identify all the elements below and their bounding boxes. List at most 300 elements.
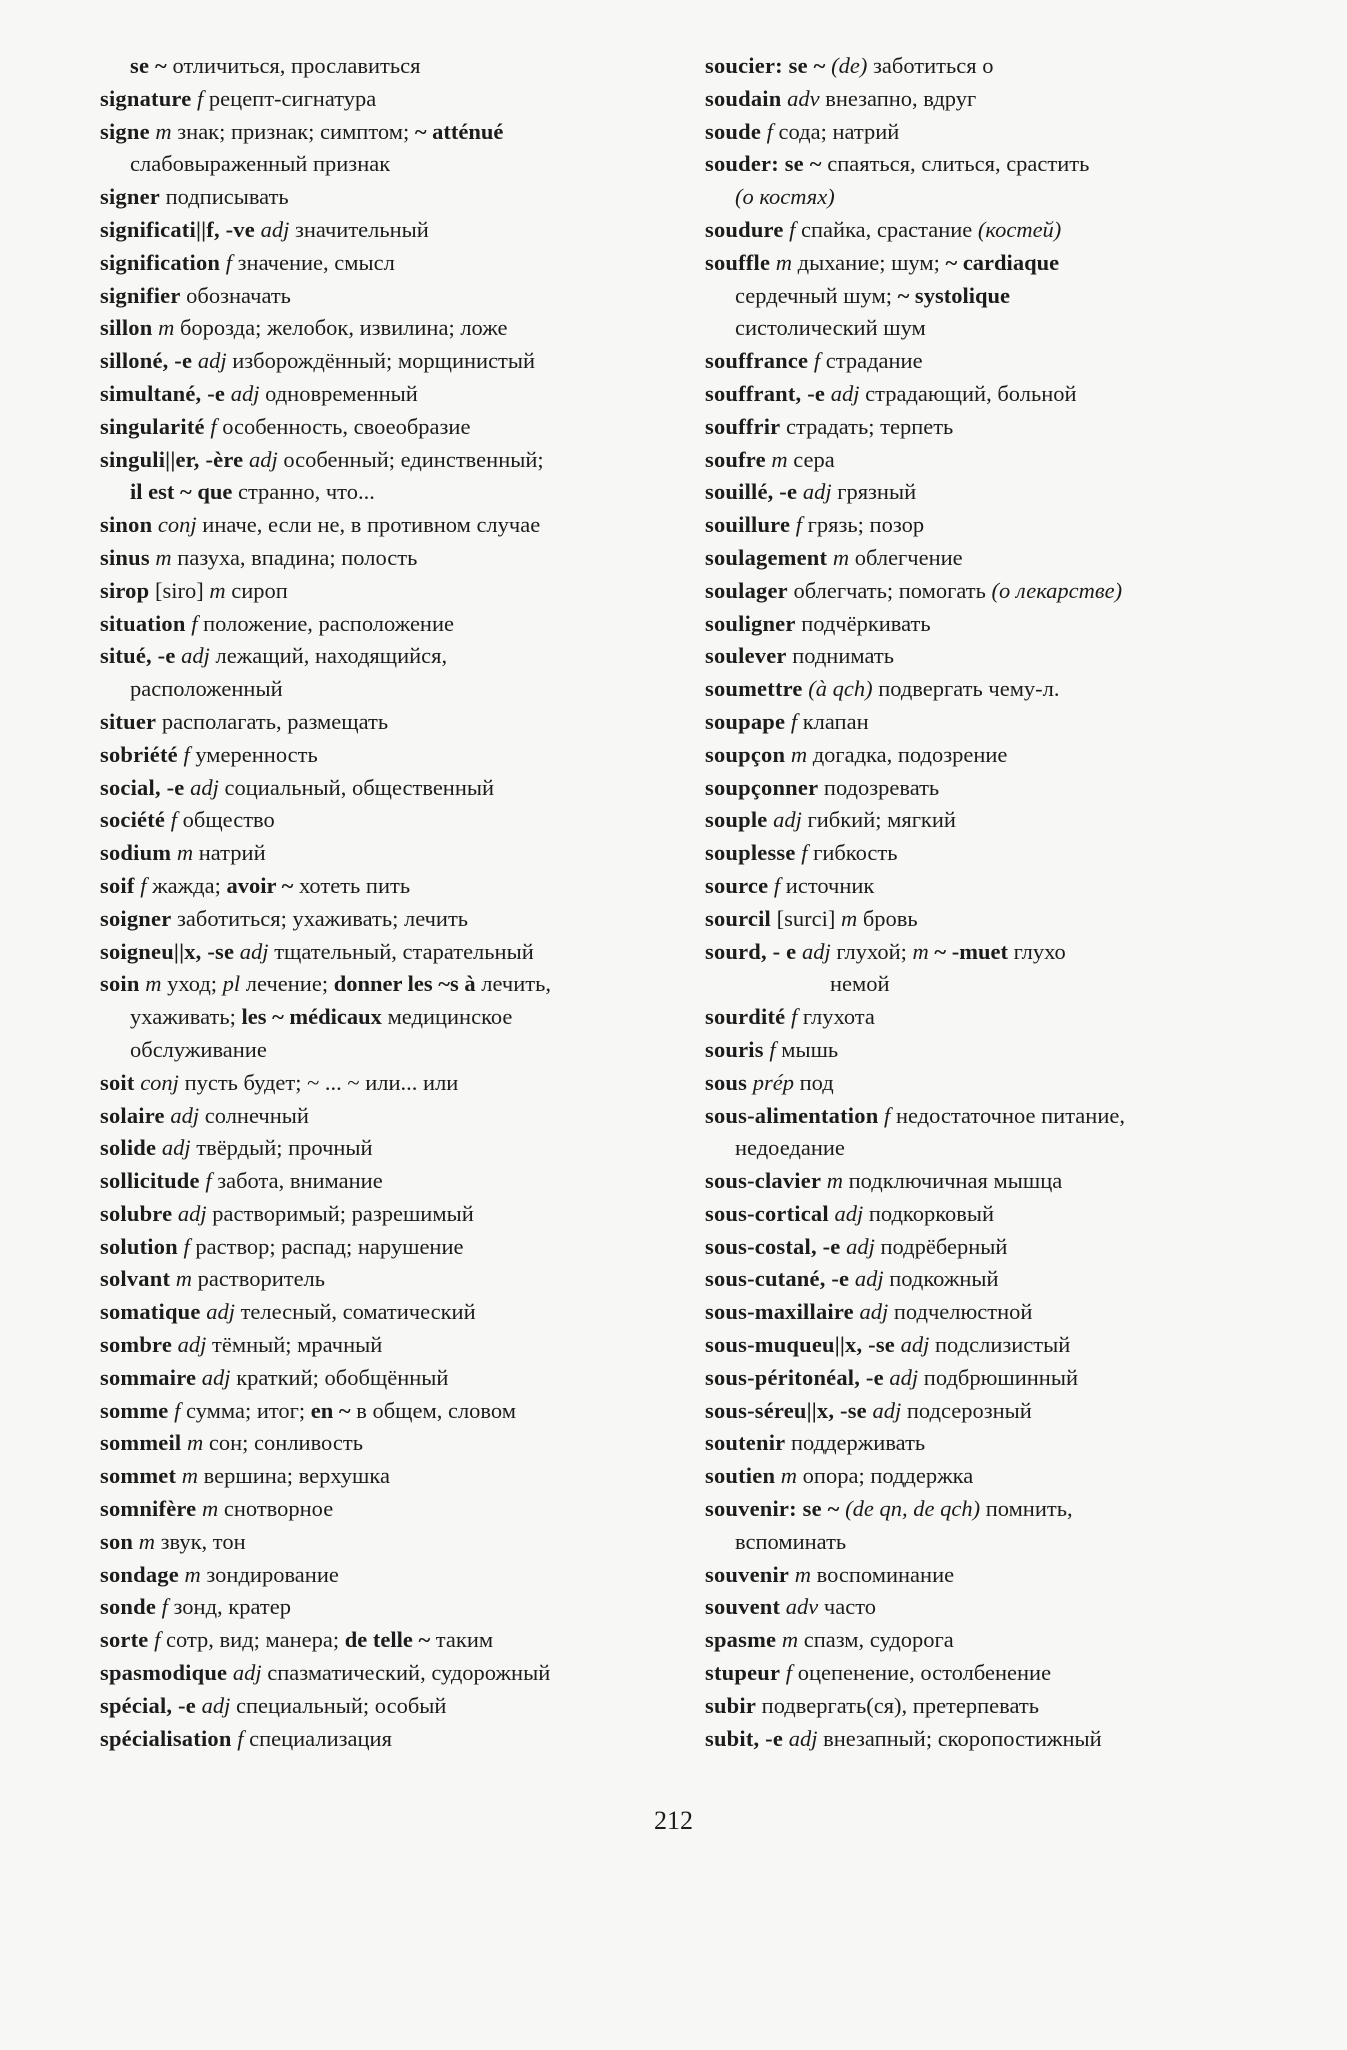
dictionary-entry (100, 1296, 700, 1329)
dictionary-entry (705, 345, 1315, 378)
definition: подрёберный (874, 1233, 1008, 1259)
dictionary-entry (705, 1591, 1315, 1624)
dictionary-entry (705, 1067, 1315, 1100)
grammar-label: adj (184, 774, 219, 800)
grammar-label: f (808, 348, 821, 374)
definition: [siro] (149, 577, 210, 603)
headword: société (100, 807, 166, 833)
headword: soufre (705, 446, 766, 472)
dictionary-entry (100, 247, 700, 280)
definition: лечение; (240, 971, 334, 997)
dictionary-entry (705, 247, 1315, 345)
dictionary-entry (705, 1296, 1315, 1329)
grammar-label: m (176, 1463, 199, 1489)
headword: sinon (100, 512, 153, 538)
definition: краткий; обобщённый (230, 1364, 449, 1390)
dictionary-entry (100, 411, 700, 444)
grammar-label: f (785, 708, 798, 734)
definition: знак; признак; симптом; (171, 118, 415, 144)
grammar-label: f (763, 1036, 776, 1062)
headword: sondage (100, 1561, 179, 1587)
definition: обозначать (180, 282, 291, 308)
headword: sommeil (100, 1430, 182, 1456)
headword: situer (100, 708, 157, 734)
grammar-label: prép (747, 1069, 794, 1095)
definition: значение, смысл (232, 249, 395, 275)
headword: sourdité (705, 1004, 786, 1030)
phrase: ~ -muet (934, 938, 1008, 964)
definition: специальный; особый (230, 1692, 447, 1718)
dictionary-entry (705, 1493, 1315, 1559)
definition: хотеть пить (293, 872, 411, 898)
grammar-label: (à qch) (802, 676, 873, 702)
grammar-label: f (165, 807, 178, 833)
headword: subir (705, 1692, 757, 1718)
definition: облегчать; помогать (787, 577, 992, 603)
definition: изборождённый; морщинистый (226, 348, 536, 374)
definition: [surci] (771, 905, 841, 931)
entry-continuation (100, 148, 700, 181)
dictionary-entry (705, 1329, 1315, 1362)
grammar-label: (de) (825, 53, 868, 78)
definition: пусть будет; ~ ... ~ или... или (178, 1069, 459, 1095)
grammar-label: m (170, 1266, 193, 1292)
definition: специализация (243, 1725, 392, 1751)
dictionary-entry (100, 1198, 700, 1231)
definition: сера (787, 446, 835, 472)
gloss-note: (о лекарстве) (991, 577, 1123, 603)
definition: рецепт-сигнатура (203, 85, 377, 111)
grammar-label: m (139, 971, 162, 997)
dictionary-entry (100, 214, 700, 247)
phrase: donner les ~s à (333, 971, 476, 997)
definition: звук, тон (155, 1528, 246, 1554)
headword: signer (100, 184, 160, 210)
definition: натрий (193, 840, 266, 866)
grammar-label: adj (840, 1233, 875, 1259)
grammar-label: adj (200, 1299, 235, 1325)
grammar-label: m (770, 249, 793, 275)
dictionary-entry (100, 936, 700, 969)
grammar-label: adj (825, 380, 860, 406)
headword: solution (100, 1233, 178, 1259)
dictionary-entry (100, 968, 700, 1066)
dictionary-entry (705, 1657, 1315, 1690)
headword: situé, -e (100, 643, 176, 669)
definition: отличиться, прославиться (166, 53, 421, 78)
definition: опора; поддержка (797, 1463, 974, 1489)
dictionary-entry (100, 1723, 700, 1756)
grammar-label: m (178, 1561, 201, 1587)
headword: soupape (705, 708, 786, 734)
phrase: ~ systolique (897, 282, 1010, 308)
dictionary-entry (705, 1690, 1315, 1723)
definition: зонд, кратер (167, 1594, 291, 1620)
dictionary-entry (100, 83, 700, 116)
dictionary-entry (100, 116, 700, 182)
definition: подчёркивать (795, 610, 931, 636)
definition: гибкий; мягкий (801, 807, 956, 833)
dictionary-entry (705, 640, 1315, 673)
grammar-label: adj (227, 1660, 262, 1686)
definition: немой (830, 971, 890, 997)
definition: раствор; распад; нарушение (189, 1233, 464, 1259)
definition: подбрюшинный (918, 1364, 1079, 1390)
headword: soulager (705, 577, 788, 603)
right-column (705, 50, 1315, 1755)
headword: soupçon (705, 741, 786, 767)
dictionary-entry (705, 804, 1315, 837)
grammar-label: f (204, 413, 217, 439)
headword: soudain (705, 85, 782, 111)
headword: situation (100, 610, 186, 636)
grammar-label: adj (828, 1200, 864, 1226)
grammar-label: adj (195, 1692, 231, 1718)
headword: sous-costal, -e (705, 1233, 841, 1259)
definition: спайка, срастание (795, 216, 978, 242)
grammar-label: adj (172, 1200, 207, 1226)
entry-continuation (100, 1001, 700, 1034)
definition: спазматический, судорожный (261, 1660, 551, 1686)
grammar-label: m (765, 446, 788, 472)
grammar-label: m (789, 1561, 811, 1587)
grammar-label: f (768, 872, 781, 898)
definition: подвергать чему-л. (872, 676, 1060, 702)
headword: souvenir: se ~ (705, 1496, 840, 1522)
headword: souligner (705, 610, 796, 636)
definition: твёрдый; прочный (190, 1135, 373, 1161)
headword: soit (100, 1069, 135, 1095)
grammar-label: m (209, 577, 226, 603)
headword: sourd, - e (705, 938, 797, 964)
dictionary-entry (705, 608, 1315, 641)
dictionary-entry (705, 1263, 1315, 1296)
definition: лежащий, находящийся, (209, 643, 448, 669)
dictionary-entry (705, 870, 1315, 903)
grammar-label: f (795, 840, 808, 866)
grammar-label: m (775, 1463, 798, 1489)
headword: sodium (100, 840, 172, 866)
definition: страдающий, больной (859, 380, 1077, 406)
gloss-note: (костей) (977, 216, 1062, 242)
headword: sourcil (705, 905, 771, 931)
headword: silloné, -e (100, 348, 193, 374)
definition: вершина; верхушка (198, 1463, 390, 1489)
headword: son (100, 1528, 134, 1554)
grammar-label: adj (156, 1135, 191, 1161)
definition: бровь (857, 905, 918, 931)
headword: somatique (100, 1299, 201, 1325)
definition: воспоминание (810, 1561, 955, 1587)
headword: souillure (705, 512, 791, 538)
dictionary-entry (705, 1198, 1315, 1231)
definition: подключичная мышца (843, 1168, 1063, 1194)
grammar-label: f (191, 85, 204, 111)
dictionary-entry (100, 640, 700, 706)
dictionary-entry (100, 444, 700, 510)
headword: soupçonner (705, 774, 819, 800)
dictionary-entry (705, 148, 1315, 214)
dictionary-entry (100, 1526, 700, 1559)
phrase: en ~ (310, 1397, 351, 1423)
dictionary-entry (705, 1460, 1315, 1493)
dictionary-entry (705, 476, 1315, 509)
headword: signature (100, 85, 192, 111)
definition: жажда; (146, 872, 227, 898)
definition: слабовыраженный признак (130, 151, 391, 177)
dictionary-entry (705, 1362, 1315, 1395)
dictionary-entry (100, 1165, 700, 1198)
dictionary-entry (100, 1231, 700, 1264)
headword: sous (705, 1069, 748, 1095)
dictionary-entry (100, 1460, 700, 1493)
phrase: il est ~ que (130, 479, 233, 505)
definition: ухаживать; (130, 1004, 242, 1030)
phrase: avoir ~ (226, 872, 294, 898)
dictionary-entry (705, 1427, 1315, 1460)
dictionary-entry (100, 378, 700, 411)
headword: sous-clavier (705, 1168, 822, 1194)
definition: медицинское (381, 1004, 513, 1030)
dictionary-entry (100, 1132, 700, 1165)
grammar-label: f (780, 1660, 793, 1686)
headword: sollicitude (100, 1168, 200, 1194)
dictionary-entry (705, 542, 1315, 575)
headword: spasmodique (100, 1660, 228, 1686)
dictionary-entry (100, 870, 700, 903)
headword: souder: se ~ (705, 151, 822, 177)
definition: значительный (289, 216, 429, 242)
definition: внезапно, вдруг (819, 85, 977, 111)
grammar-label: adj (196, 1364, 231, 1390)
headword: souffrir (705, 413, 781, 439)
headword: sorte (100, 1627, 149, 1653)
grammar-label: f (783, 216, 796, 242)
phrase: de telle ~ (344, 1627, 431, 1653)
definition: в общем, словом (350, 1397, 516, 1423)
grammar-label: pl (222, 971, 241, 997)
grammar-label: adj (234, 938, 269, 964)
left-column (100, 50, 700, 1755)
definition: оцепенение, остолбенение (792, 1660, 1052, 1686)
headword: souvent (705, 1594, 781, 1620)
dictionary-entry (100, 1493, 700, 1526)
grammar-label: m (196, 1496, 219, 1522)
definition: лечить, (475, 971, 551, 997)
dictionary-entry (100, 739, 700, 772)
definition: мышь (775, 1036, 839, 1062)
dictionary-entry (100, 1100, 700, 1133)
definition: недоедание (735, 1135, 845, 1161)
definition: заботиться; ухаживать; лечить (171, 905, 469, 931)
dictionary-entry (705, 706, 1315, 739)
definition: подслизистый (929, 1332, 1071, 1358)
grammar-label: adv (780, 1594, 819, 1620)
definition: поддерживать (785, 1430, 926, 1456)
grammar-label: adj (883, 1364, 919, 1390)
definition: социальный, общественный (218, 774, 495, 800)
grammar-label: conj (134, 1069, 179, 1095)
entry-continuation (100, 673, 700, 706)
dictionary-entry (705, 903, 1315, 936)
phrase: ~ atténué (414, 118, 504, 144)
headword: soudure (705, 216, 784, 242)
dictionary-entry (705, 1001, 1315, 1034)
dictionary-entry (705, 575, 1315, 608)
dictionary-entry (705, 83, 1315, 116)
headword: singuli||er, -ère (100, 446, 244, 472)
headword: souplesse (705, 840, 796, 866)
grammar-label: m (149, 118, 172, 144)
page-number: 212 (654, 1806, 693, 1835)
dictionary-entry (100, 1329, 700, 1362)
dictionary-entry (100, 542, 700, 575)
entry-continuation (705, 312, 1315, 345)
headword: sous-péritonéal, -e (705, 1364, 884, 1390)
entry-continuation (705, 181, 1315, 214)
headword: social, -e (100, 774, 185, 800)
grammar-label: adj (175, 643, 210, 669)
definition: одновременный (259, 380, 418, 406)
headword: soumettre (705, 676, 803, 702)
grammar-label: m (776, 1627, 799, 1653)
definition: страдание (820, 348, 923, 374)
headword: sous-cortical (705, 1200, 829, 1226)
dictionary-entry (705, 116, 1315, 149)
definition: телесный, соматический (234, 1299, 476, 1325)
headword: sombre (100, 1332, 173, 1358)
definition: глухо (1007, 938, 1066, 964)
headword: signe (100, 118, 150, 144)
grammar-label: m (171, 840, 194, 866)
headword: stupeur (705, 1660, 781, 1686)
definition: сода; натрий (772, 118, 900, 144)
grammar-label: f (790, 512, 803, 538)
headword: sommet (100, 1463, 177, 1489)
definition: общество (177, 807, 275, 833)
dictionary-entry (100, 1362, 700, 1395)
definition: подписывать (159, 184, 289, 210)
definition: клапан (797, 708, 869, 734)
grammar-label: m (912, 938, 929, 964)
definition: часто (818, 1594, 876, 1620)
definition: умеренность (189, 741, 318, 767)
dictionary-entry (100, 1657, 700, 1690)
headword: sobriété (100, 741, 178, 767)
dictionary-entry (705, 50, 1315, 83)
grammar-label: adj (866, 1397, 902, 1423)
grammar-label: m (827, 544, 850, 570)
definition: подвергать(ся), претерпевать (756, 1692, 1039, 1718)
dictionary-entry (100, 772, 700, 805)
definition: расположенный (130, 676, 283, 702)
dictionary-entry (100, 181, 700, 214)
definition: сотр, вид; манера; (160, 1627, 345, 1653)
definition: особенность, своеобразие (216, 413, 471, 439)
headword: significati||f, -ve (100, 216, 255, 242)
definition: тщательный, старательный (268, 938, 534, 964)
headword: sommaire (100, 1364, 197, 1390)
headword: solide (100, 1135, 157, 1161)
grammar-label: (de qn, de qch) (839, 1496, 981, 1522)
definition: вспоминать (735, 1528, 847, 1554)
headword: solvant (100, 1266, 171, 1292)
definition: помнить, (980, 1496, 1073, 1522)
headword: sinus (100, 544, 150, 570)
headword: sillon (100, 315, 153, 341)
dictionary-entry (100, 345, 700, 378)
grammar-label: f (148, 1627, 161, 1653)
definition: глухота (797, 1004, 875, 1030)
grammar-label: conj (152, 512, 197, 538)
dictionary-entry (100, 1624, 700, 1657)
grammar-label: f (156, 1594, 168, 1620)
dictionary-entry (705, 1395, 1315, 1428)
dictionary-entry (100, 903, 700, 936)
definition: недостаточное питание, (890, 1102, 1125, 1128)
dictionary-entry (100, 1427, 700, 1460)
dictionary-entry (100, 706, 700, 739)
definition: странно, что... (232, 479, 375, 505)
dictionary-entry (705, 936, 1315, 1002)
definition: спазм, судорога (798, 1627, 954, 1653)
grammar-label: f (231, 1725, 244, 1751)
dictionary-entry (100, 575, 700, 608)
headword: sous-cutané, -e (705, 1266, 850, 1292)
definition: растворитель (192, 1266, 326, 1292)
headword: souvenir (705, 1561, 790, 1587)
definition: обслуживание (130, 1036, 267, 1062)
definition: иначе, если не, в противном случае (196, 512, 541, 538)
headword: somnifère (100, 1496, 197, 1522)
headword: spécial, -e (100, 1692, 196, 1718)
dictionary-entry (705, 378, 1315, 411)
definition: сироп (225, 577, 288, 603)
headword: souffle (705, 249, 771, 275)
grammar-label: adj (254, 216, 290, 242)
definition: заботиться о (867, 53, 994, 78)
dictionary-entry (705, 1100, 1315, 1166)
headword: spasme (705, 1627, 777, 1653)
headword: soucier: se ~ (705, 53, 826, 78)
grammar-label: f (199, 1168, 212, 1194)
definition: под (793, 1069, 834, 1095)
dictionary-entry (705, 673, 1315, 706)
definition: подсерозный (901, 1397, 1032, 1423)
headword: signifier (100, 282, 181, 308)
dictionary-entry (705, 1034, 1315, 1067)
definition: положение, расположение (197, 610, 454, 636)
definition: подкорковый (863, 1200, 995, 1226)
headword: solubre (100, 1200, 173, 1226)
entry-continuation (100, 1034, 700, 1067)
grammar-label: m (149, 544, 172, 570)
grammar-label: f (220, 249, 233, 275)
dictionary-entry (705, 1165, 1315, 1198)
headword: soulever (705, 643, 787, 669)
grammar-label: adj (225, 380, 260, 406)
definition: подчелюстной (888, 1299, 1033, 1325)
grammar-label: m (821, 1168, 844, 1194)
dictionary-entry (705, 837, 1315, 870)
grammar-label: f (785, 1004, 798, 1030)
dictionary-entry (705, 411, 1315, 444)
dictionary-entry (100, 1395, 700, 1428)
grammar-label: f (134, 872, 147, 898)
grammar-label: adj (783, 1725, 818, 1751)
grammar-label: adj (796, 938, 831, 964)
headword: souffrant, -e (705, 380, 826, 406)
